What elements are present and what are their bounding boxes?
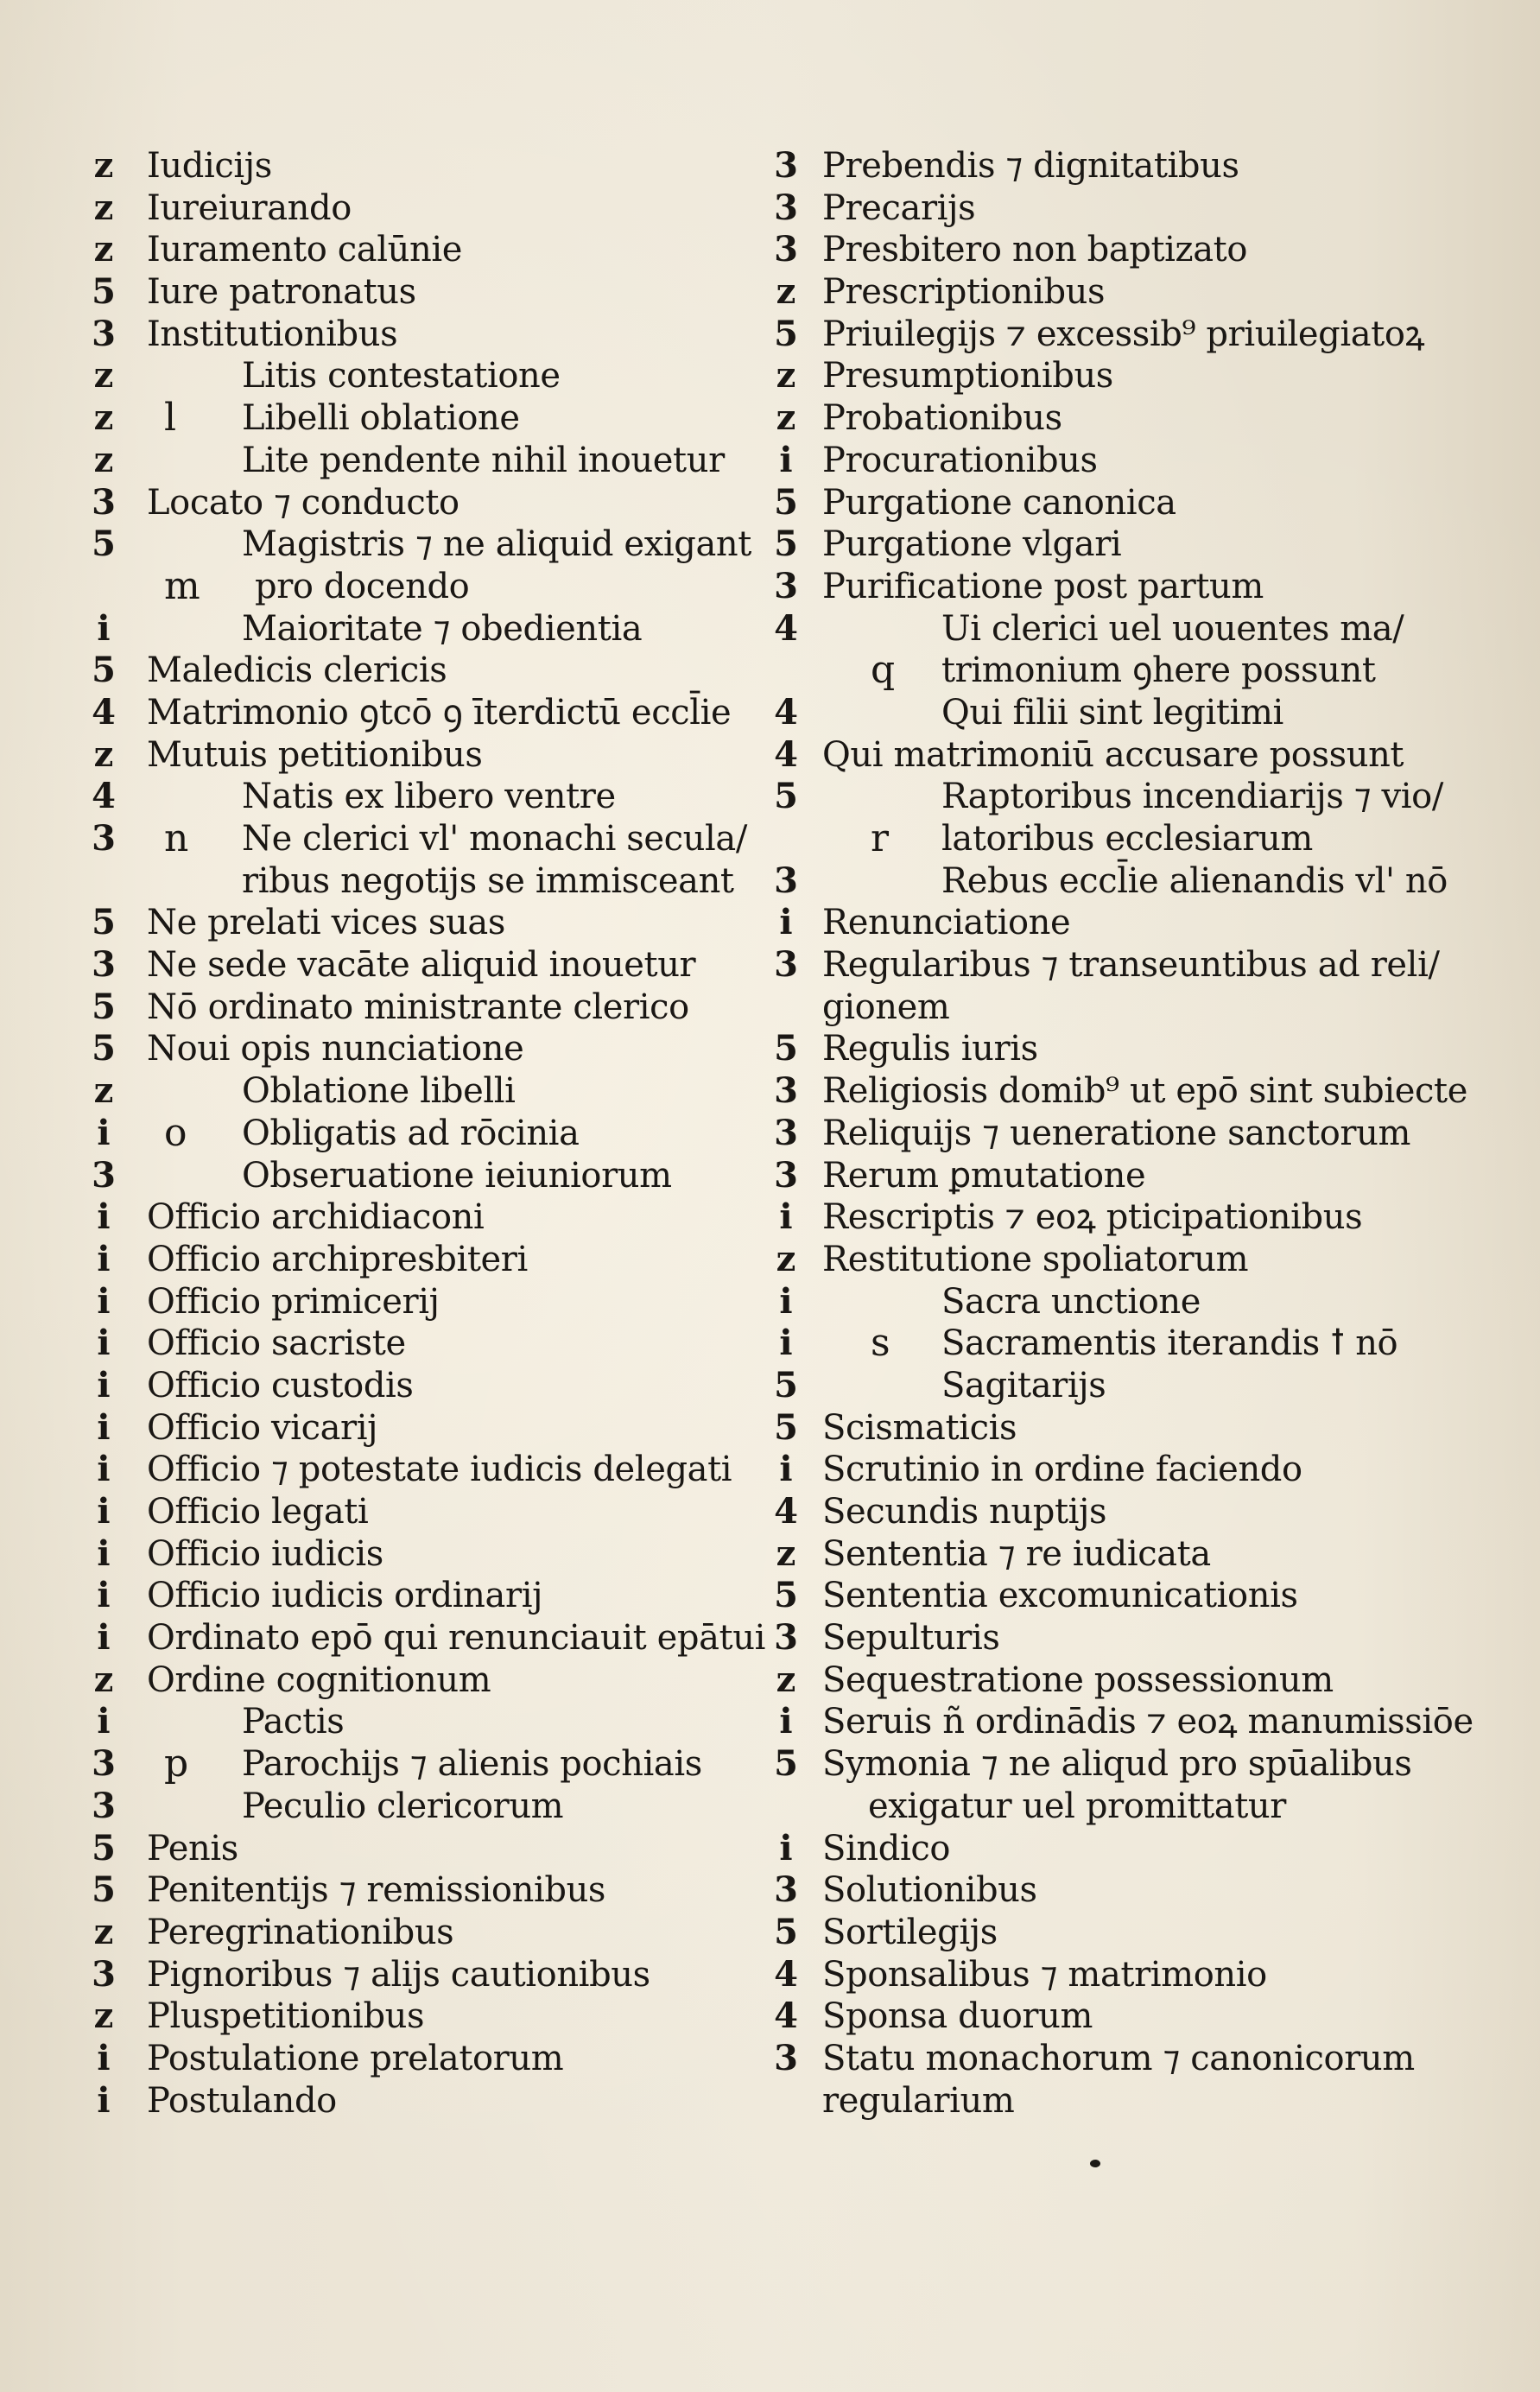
index-entry [769, 1954, 1434, 1996]
entry-title: Prescriptionibus [822, 272, 1106, 313]
index-entry [769, 1239, 1434, 1281]
index-entry [769, 860, 1448, 903]
book-number: 3 [774, 1154, 798, 1196]
index-entry [769, 1533, 1434, 1576]
entry-title: Ordinato epō qui renunciauit epātui [147, 1618, 765, 1659]
entry-title: Postulatione prelatorum [147, 2038, 564, 2078]
entry-title: Penitentijs ⁊ remissionibus [147, 1870, 606, 1911]
entry-title: Iuramento calūnie [147, 230, 462, 270]
entry-title: Renunciatione [822, 903, 1071, 943]
book-number: z [93, 397, 114, 439]
index-entry [769, 187, 1434, 230]
index-entry [769, 1786, 1434, 1828]
index-entry [86, 1575, 743, 1617]
index-entry [769, 397, 1434, 440]
entry-title: Regulis iuris [822, 1029, 1038, 1069]
entry-title: Officio vicarij [147, 1407, 378, 1448]
entry-title: Secundis nuptijs [822, 1492, 1107, 1532]
index-entry [86, 1743, 743, 1786]
index-entry [769, 608, 1434, 650]
entry-title: Peregrinationibus [147, 1912, 454, 1952]
index-entry [769, 1449, 1434, 1491]
book-number: z [93, 733, 114, 775]
book-number: 5 [92, 523, 116, 565]
book-number: 3 [92, 944, 116, 986]
book-number: i [97, 607, 111, 649]
book-number: 3 [774, 1869, 798, 1911]
entry-title: Nō ordinato ministrante clerico [147, 987, 689, 1027]
index-entry [769, 776, 1443, 818]
entry-title: Presbitero non baptizato [822, 230, 1248, 270]
entry-title: Qui filii sint legitimi [941, 692, 1283, 733]
index-entry [769, 1701, 1473, 1743]
index-entry [769, 1407, 1434, 1450]
index-entry [86, 1912, 743, 1954]
index-entry [769, 2080, 1434, 2122]
entry-title: Peculio clericorum [242, 1786, 564, 1826]
entry-title: Scrutinio in ordine faciendo [822, 1450, 1302, 1490]
index-entry [86, 2038, 743, 2080]
entry-title: Religiosis domib⁹ ut epō sint subiecte [822, 1071, 1467, 1112]
index-entry [769, 1070, 1467, 1113]
index-entry [769, 1028, 1434, 1070]
book-number: i [779, 439, 793, 480]
index-entry [86, 1869, 743, 1912]
index-entry [86, 2080, 743, 2122]
entry-title: Pluspetitionibus [147, 1996, 425, 2037]
entry-title: Officio ⁊ potestate iudicis delegati [147, 1450, 732, 1490]
book-number: i [97, 1364, 111, 1405]
book-number: 5 [774, 1364, 798, 1405]
index-entry [86, 902, 743, 944]
book-number: 3 [92, 1154, 116, 1196]
entry-title: Purificatione post partum [822, 566, 1264, 606]
left-index-column [86, 145, 765, 2122]
book-number: 3 [774, 944, 798, 986]
book-number: i [779, 1701, 793, 1742]
index-entry [86, 987, 743, 1029]
book-number: 4 [774, 733, 798, 775]
entry-title: Ui clerici uel uouentes ma/ [941, 608, 1404, 649]
index-entry [86, 1239, 743, 1281]
entry-title: Sequestratione possessionum [822, 1659, 1334, 1700]
book-number: 3 [774, 229, 798, 270]
entry-title: latoribus ecclesiarum [941, 819, 1313, 859]
book-number: i [779, 1449, 793, 1490]
entry-title: Officio archipresbiteri [147, 1239, 528, 1279]
index-entry [86, 1155, 743, 1197]
entry-title: Prebendis ⁊ dignitatibus [822, 146, 1239, 186]
index-entry [769, 566, 1434, 608]
entry-title: Seruis ñ ordinādis ⁊ eoꝝ manumissiōe [822, 1702, 1473, 1742]
index-entry [86, 229, 743, 271]
entry-title: Raptoribus incendiarijs ⁊ vio/ [941, 777, 1443, 817]
index-entry [769, 734, 1434, 777]
book-number: 5 [774, 1575, 798, 1616]
book-number: z [776, 271, 796, 313]
book-number: 3 [774, 145, 798, 186]
section-letter: r [871, 816, 890, 860]
book-number: z [776, 397, 796, 439]
book-number: 3 [92, 1785, 116, 1826]
entry-title: Officio legati [147, 1492, 369, 1532]
book-number: i [97, 1323, 111, 1364]
index-entry [86, 145, 743, 187]
index-entry [769, 1617, 1434, 1659]
book-number: 3 [774, 1112, 798, 1153]
index-entry [769, 482, 1434, 524]
book-number: 5 [774, 776, 798, 817]
ink-dot-mark [1090, 2160, 1100, 2167]
index-entry [86, 1196, 743, 1239]
book-number: 5 [774, 523, 798, 565]
index-entry [86, 1028, 743, 1070]
book-number: 5 [92, 271, 116, 313]
index-entry [86, 397, 743, 440]
index-entry [769, 1113, 1434, 1155]
index-entry [769, 440, 1434, 482]
book-number: i [97, 1238, 111, 1279]
index-entry [86, 355, 743, 397]
book-number: 3 [92, 1743, 116, 1785]
book-number: i [779, 1196, 793, 1238]
entry-title: Sindico [822, 1828, 951, 1869]
entry-title: Iureiurando [147, 187, 352, 228]
entry-title: Priuilegijs ⁊ excessib⁹ priuilegiatoꝝ [822, 314, 1425, 354]
index-entry [769, 1155, 1434, 1197]
entry-title: Postulando [147, 2080, 337, 2121]
index-entry [86, 271, 743, 314]
book-number: 5 [774, 1743, 798, 1785]
book-number: 4 [92, 776, 116, 817]
section-letter: o [164, 1110, 187, 1155]
book-number: i [779, 1280, 793, 1322]
book-number: 3 [774, 1617, 798, 1659]
index-entry [769, 314, 1434, 356]
index-entry [86, 734, 743, 777]
entry-title: Sententia excomunicationis [822, 1576, 1298, 1616]
entry-title: Officio sacriste [147, 1323, 406, 1364]
entry-title: Regularibus ⁊ transeuntibus ad reli/ [822, 945, 1440, 986]
book-number: 3 [92, 481, 116, 523]
book-number: i [97, 1406, 111, 1448]
entry-title: Iudicijs [147, 146, 272, 186]
index-entry [86, 440, 743, 482]
index-entry [769, 1323, 1434, 1365]
index-entry [769, 1659, 1434, 1702]
entry-title: Locato ⁊ conducto [147, 482, 459, 523]
book-number: 4 [774, 1491, 798, 1532]
entry-title: Sponsalibus ⁊ matrimonio [822, 1954, 1267, 1995]
entry-title: Rescriptis ⁊ eoꝝ pticipationibus [822, 1197, 1363, 1238]
entry-title: Pignoribus ⁊ alijs cautionibus [147, 1954, 650, 1995]
book-number: z [93, 1659, 114, 1700]
index-entry [769, 1869, 1434, 1912]
index-entry [769, 523, 1434, 566]
entry-title: Magistris ⁊ ne aliquid exigant [242, 524, 751, 565]
book-number: 5 [774, 1028, 798, 1069]
book-number: z [776, 1532, 796, 1574]
entry-title: Iure patronatus [147, 272, 416, 313]
book-number: i [97, 1491, 111, 1532]
index-entry [769, 1743, 1434, 1786]
index-entry [86, 1617, 765, 1659]
entry-title: Officio custodis [147, 1365, 414, 1405]
entry-title: Maledicis clericis [147, 650, 447, 691]
index-entry [86, 1786, 743, 1828]
entry-title: Obseruatione ieiuniorum [242, 1155, 672, 1196]
book-number: z [93, 439, 114, 480]
book-number: 3 [774, 2037, 798, 2078]
entry-title: Lite pendente nihil inouetur [242, 440, 725, 480]
entry-title: Officio iudicis ordinarij [147, 1576, 543, 1616]
index-entry [86, 860, 743, 903]
book-number: 5 [774, 313, 798, 354]
book-number: z [93, 1995, 114, 2037]
book-number: i [97, 1701, 111, 1742]
book-number: i [97, 1617, 111, 1659]
book-number: i [97, 2037, 111, 2078]
entry-title: Libelli oblatione [242, 398, 520, 439]
index-entry [769, 1365, 1434, 1407]
index-entry [86, 1110, 743, 1155]
index-entry [86, 1491, 743, 1533]
book-number: i [97, 2079, 111, 2121]
book-number: i [97, 1280, 111, 1322]
index-entry [86, 1995, 743, 2038]
index-entry [86, 650, 743, 692]
book-number: 3 [92, 313, 116, 354]
entry-title: Purgatione vlgari [822, 524, 1122, 565]
index-entry [86, 563, 743, 608]
index-entry [86, 692, 743, 734]
entry-title: pro docendo [255, 566, 470, 606]
index-entry [86, 816, 747, 860]
index-entry [86, 482, 743, 524]
book-number: 5 [92, 902, 116, 943]
book-number: 3 [774, 1070, 798, 1112]
entry-title: Sepulturis [822, 1618, 1000, 1659]
book-number: 4 [774, 607, 798, 649]
index-entry [86, 776, 743, 818]
entry-title: Symonia ⁊ ne aliqud pro spūalibus [822, 1744, 1412, 1785]
entry-title: Solutionibus [822, 1870, 1037, 1911]
entry-title: Ne sede vacāte aliquid inouetur [147, 945, 696, 986]
book-number: 4 [774, 1953, 798, 1995]
entry-title: Litis contestatione [242, 356, 561, 397]
right-index-column [769, 145, 1473, 2122]
section-letter: n [164, 816, 189, 860]
index-entry [86, 187, 743, 230]
book-number: z [93, 145, 114, 186]
index-entry [769, 271, 1434, 314]
book-number: 5 [92, 1869, 116, 1911]
index-entry [769, 1828, 1434, 1870]
index-entry [86, 1323, 743, 1365]
index-entry [86, 944, 743, 987]
book-number: 5 [92, 1827, 116, 1869]
entry-title: Presumptionibus [822, 356, 1113, 397]
entry-title: Statu monachorum ⁊ canonicorum [822, 2038, 1415, 2078]
index-entry [769, 692, 1434, 734]
section-letter: p [164, 1742, 189, 1786]
book-number: z [93, 1911, 114, 1952]
index-entry [769, 1196, 1434, 1239]
entry-title: Parochijs ⁊ alienis pochiais [242, 1744, 702, 1785]
index-entry [769, 987, 1434, 1029]
book-number: 5 [92, 1028, 116, 1069]
entry-title: Penis [147, 1828, 238, 1869]
book-number: z [93, 229, 114, 270]
entry-title: Noui opis nunciatione [147, 1029, 524, 1069]
index-entry [86, 1659, 743, 1702]
section-letter: l [164, 396, 177, 441]
index-entry [769, 1995, 1434, 2038]
book-number: i [779, 1323, 793, 1364]
book-number: 3 [92, 1953, 116, 1995]
index-entry [86, 1070, 743, 1113]
entry-title: Purgatione canonica [822, 482, 1176, 523]
book-number: 5 [774, 1911, 798, 1952]
index-entry [86, 1533, 743, 1576]
entry-title: Mutuis petitionibus [147, 734, 483, 775]
index-entry [769, 355, 1434, 397]
index-entry [769, 650, 1434, 692]
index-entry [769, 1281, 1434, 1323]
index-entry [769, 818, 1434, 860]
index-entry [86, 1701, 743, 1743]
book-number: 4 [774, 1995, 798, 2037]
index-entry [86, 1828, 743, 1870]
entry-title: Sagitarijs [941, 1365, 1106, 1405]
index-entry [769, 1491, 1434, 1533]
book-number: i [97, 1532, 111, 1574]
section-letter: s [871, 1321, 890, 1366]
entry-title: Probationibus [822, 398, 1062, 439]
entry-title: Qui matrimoniū accusare possunt [822, 734, 1404, 775]
entry-title: Sortilegijs [822, 1912, 998, 1952]
book-number: i [97, 1449, 111, 1490]
entry-title: Ne clerici vl' monachi secula/ [242, 819, 747, 859]
book-number: 5 [92, 986, 116, 1027]
entry-title: Matrimonio ꝯtcō ꝯ īterdictū eccl̄ie [147, 692, 732, 733]
index-entry [86, 1365, 743, 1407]
section-letter: m [164, 563, 200, 608]
entry-title: Rebus eccl̄ie alienandis vl' nō [941, 860, 1448, 901]
book-number: z [93, 187, 114, 228]
book-number: z [776, 355, 796, 397]
entry-title: Institutionibus [147, 314, 398, 354]
entry-title: Natis ex libero ventre [242, 777, 616, 817]
entry-title: Precarijs [822, 187, 976, 228]
index-entry [86, 1449, 743, 1491]
book-number: z [776, 1659, 796, 1700]
entry-title: exigatur uel promittatur [868, 1786, 1286, 1826]
entry-title: Oblatione libelli [242, 1071, 516, 1112]
index-entry [769, 902, 1434, 944]
book-number: 3 [774, 860, 798, 901]
book-number: 4 [774, 691, 798, 733]
entry-title: Reliquijs ⁊ ueneratione sanctorum [822, 1113, 1411, 1153]
book-number: 3 [774, 187, 798, 228]
entry-title: Officio archidiaconi [147, 1197, 485, 1238]
book-number: 5 [774, 1406, 798, 1448]
book-number: 3 [92, 818, 116, 859]
entry-title: Rerum ꝑmutatione [822, 1155, 1146, 1196]
index-entry [86, 314, 743, 356]
entry-title: Pactis [242, 1702, 345, 1742]
index-entry [86, 1407, 743, 1450]
index-entry [86, 523, 751, 566]
entry-title: Ne prelati vices suas [147, 903, 505, 943]
entry-title: Maioritate ⁊ obedientia [242, 608, 643, 649]
index-entry [86, 1954, 743, 1996]
book-number: 4 [92, 691, 116, 733]
entry-title: Restitutione spoliatorum [822, 1239, 1249, 1279]
book-number: i [779, 902, 793, 943]
book-number: i [97, 1196, 111, 1238]
index-entry [769, 2038, 1434, 2080]
entry-title: gionem [822, 987, 950, 1027]
book-number: i [97, 1575, 111, 1616]
book-number: z [93, 355, 114, 397]
index-entry [86, 608, 743, 650]
entry-title: Scismaticis [822, 1407, 1017, 1448]
index-entry [769, 944, 1440, 987]
index-entry [769, 229, 1434, 271]
book-number: z [776, 1238, 796, 1279]
book-number: 3 [774, 565, 798, 606]
entry-title: Obligatis ad rōcinia [242, 1113, 580, 1153]
entry-title: Officio iudicis [147, 1533, 383, 1574]
entry-title: Ordine cognitionum [147, 1659, 491, 1700]
book-number: z [93, 1070, 114, 1112]
entry-title: regularium [822, 2080, 1015, 2121]
entry-title: Sponsa duorum [822, 1996, 1093, 2037]
entry-title: Sacra unctione [941, 1281, 1201, 1322]
book-number: i [779, 1827, 793, 1869]
entry-title: Procurationibus [822, 440, 1098, 480]
entry-title: Sacramentis iterandis ꝉ nō [941, 1323, 1398, 1364]
entry-title: Sententia ⁊ re iudicata [822, 1533, 1211, 1574]
index-entry [86, 1281, 743, 1323]
index-entry [769, 1575, 1434, 1617]
entry-title: ribus negotijs se immisceant [242, 860, 734, 901]
book-number: 5 [92, 650, 116, 691]
section-letter: q [871, 648, 896, 693]
book-number: i [97, 1112, 111, 1153]
index-entry [769, 145, 1434, 187]
entry-title: trimonium ꝯhere possunt [941, 650, 1376, 691]
index-entry [769, 1912, 1434, 1954]
entry-title: Officio primicerij [147, 1281, 440, 1322]
book-number: 5 [774, 481, 798, 523]
